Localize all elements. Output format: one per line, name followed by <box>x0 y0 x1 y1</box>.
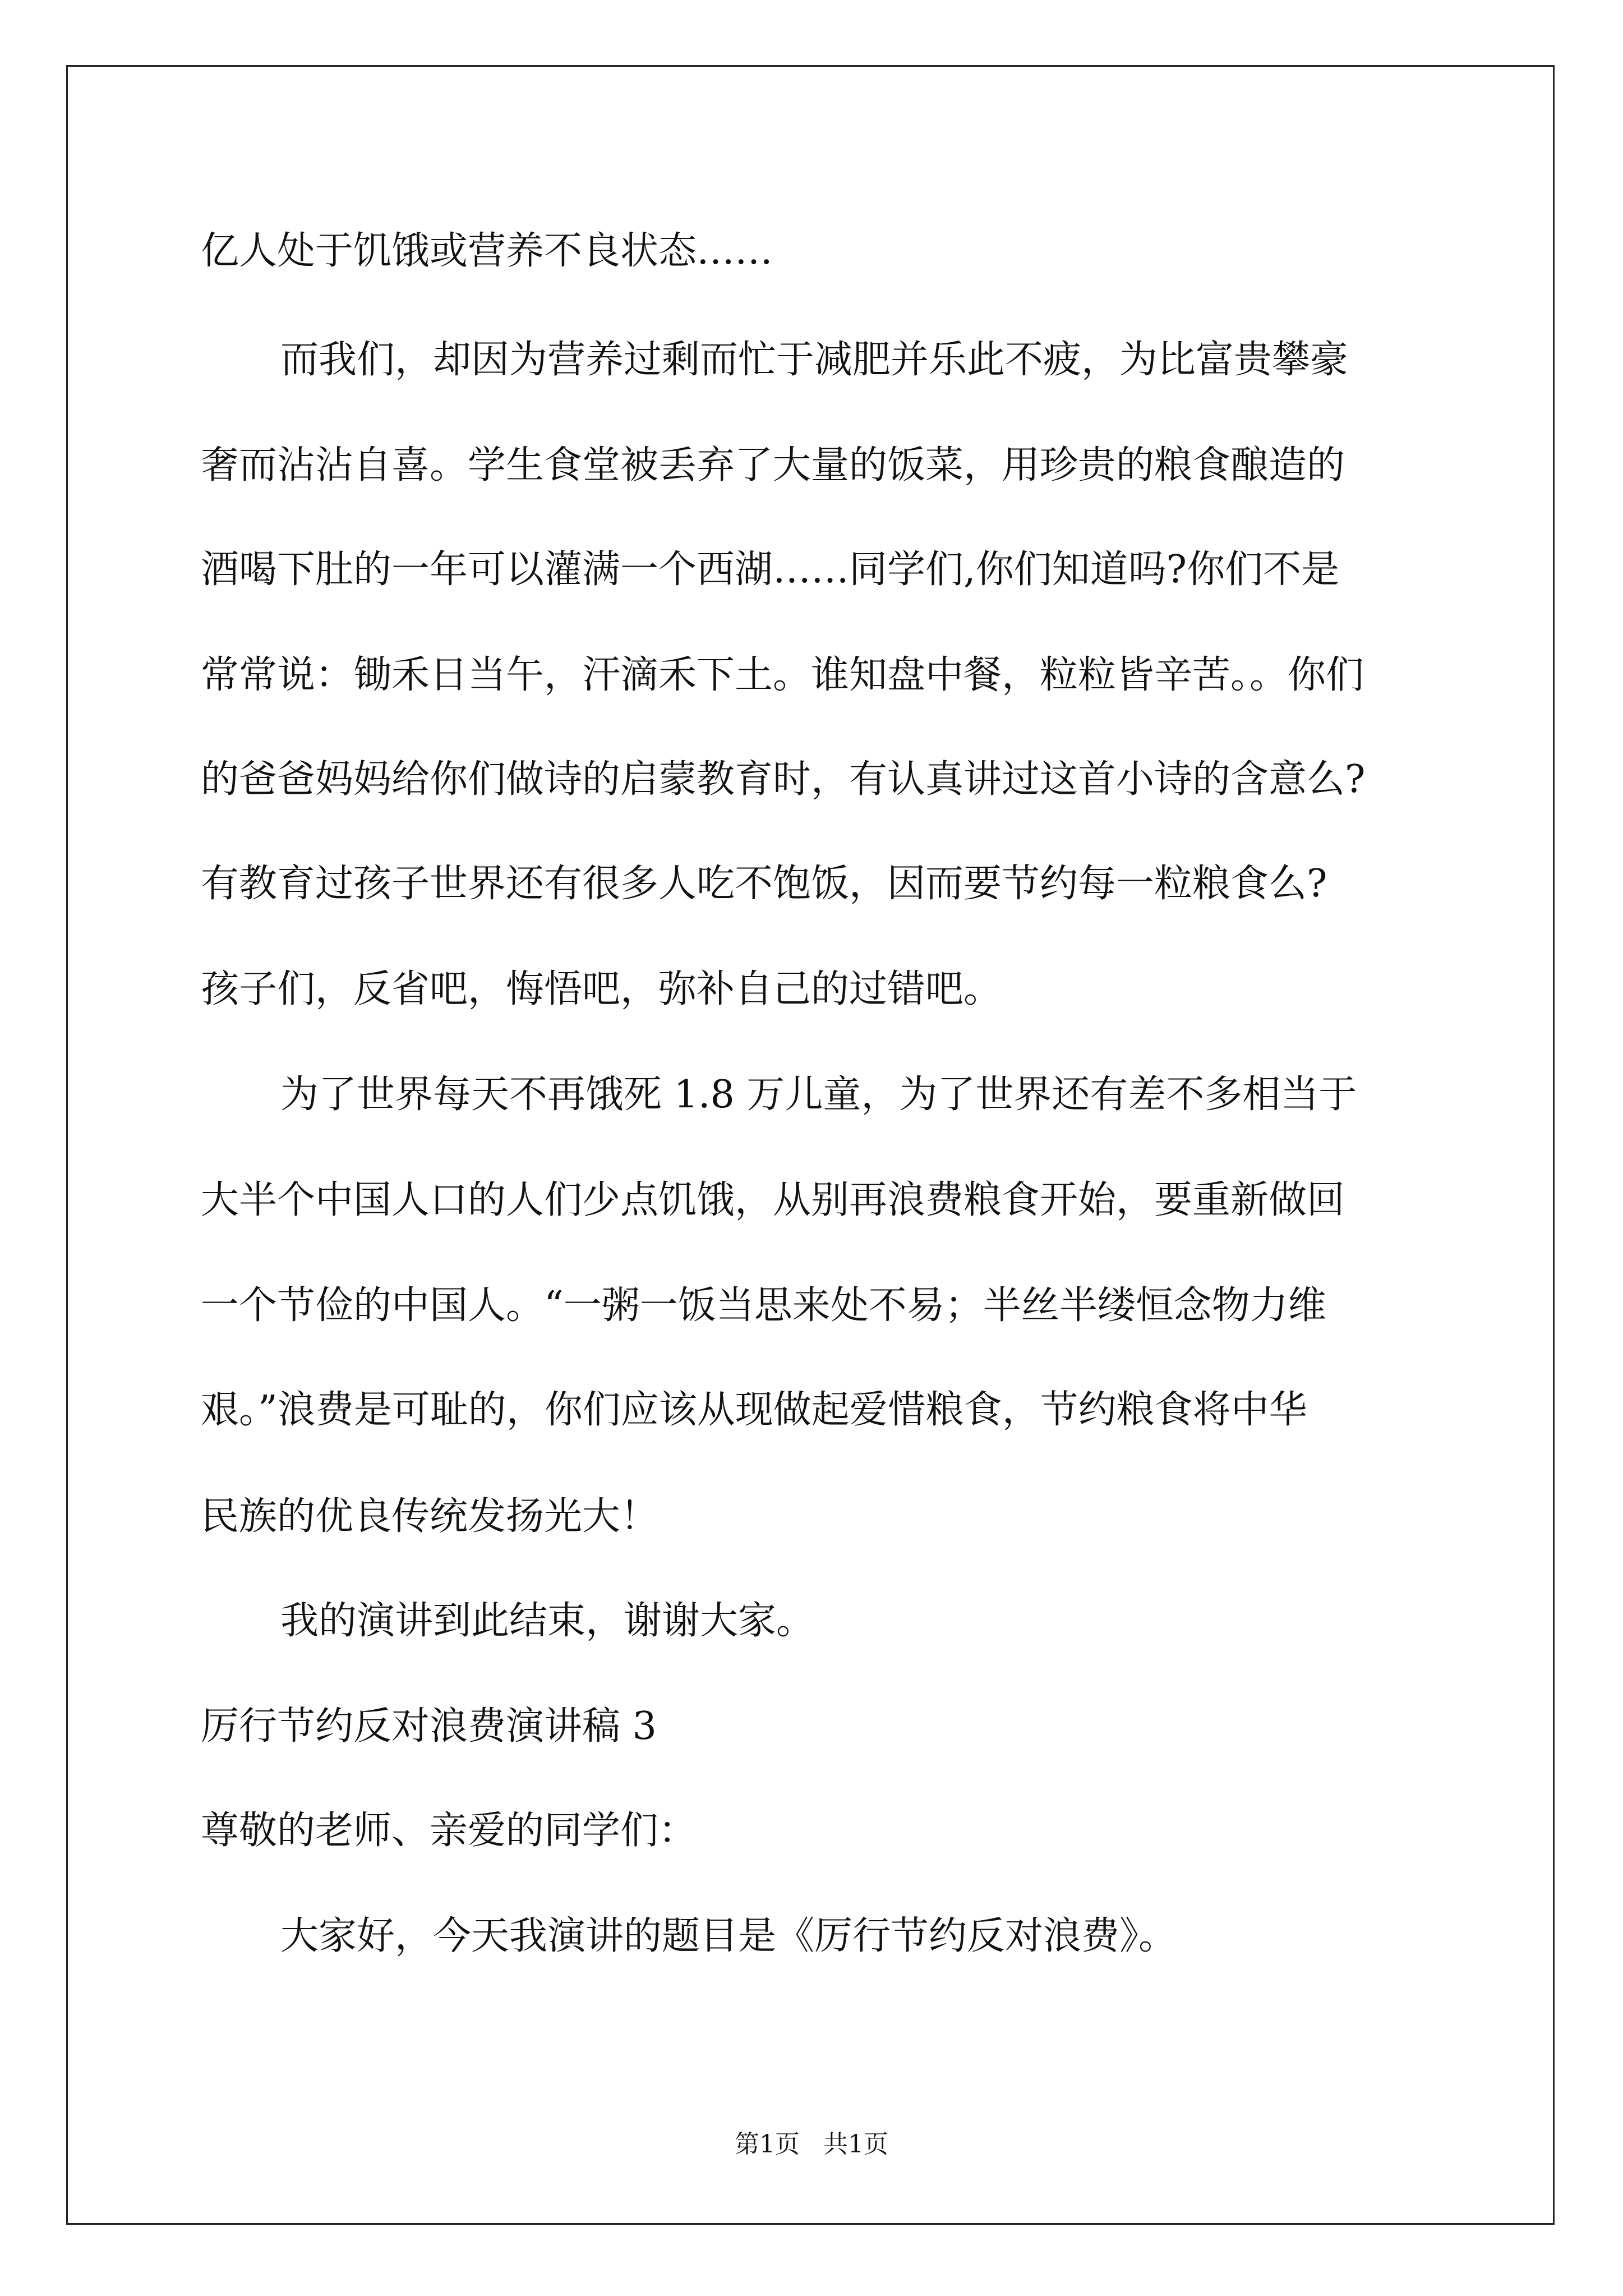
text-line-2: 而我们，却因为营养过剩而忙于减肥并乐此不疲，为比富贵攀豪 <box>280 338 1349 382</box>
text-line-9: 为了世界每天不再饿死 1.8 万儿童，为了世界还有差不多相当于 <box>280 1073 1357 1117</box>
salutation: 尊敬的老师、亲爱的同学们： <box>201 1809 697 1853</box>
text-line-8: 孩子们，反省吧，悔悟吧，弥补自己的过错吧。 <box>201 967 1002 1011</box>
text-line-11: 一个节俭的中国人。“一粥一饭当思来处不易；半丝半缕恒念物力维 <box>201 1283 1326 1328</box>
text-line-10: 大半个中国人口的人们少点饥饿，从别再浪费粮食开始，要重新做回 <box>201 1178 1345 1222</box>
text-line-3: 奢而沾沾自喜。学生食堂被丢弃了大量的饭菜，用珍贵的粮食酿造的 <box>201 443 1345 487</box>
text-line-17: 大家好，今天我演讲的题目是《厉行节约反对浪费》。 <box>280 1914 1177 1958</box>
text-line-4: 酒喝下肚的一年可以灌满一个西湖……同学们,你们知道吗?你们不是 <box>201 547 1340 592</box>
text-line-13: 民族的优良传统发扬光大！ <box>201 1494 659 1539</box>
page-border <box>66 65 1555 2225</box>
text-line-14: 我的演讲到此结束，谢谢大家。 <box>280 1599 815 1643</box>
text-line-6: 的爸爸妈妈给你们做诗的启蒙教育时，有认真讲过这首小诗的含意么? <box>201 757 1366 802</box>
text-line-1: 亿人处于饥饿或营养不良状态…… <box>201 229 773 273</box>
section-heading: 厉行节约反对浪费演讲稿 3 <box>201 1704 657 1749</box>
text-line-5: 常常说：锄禾日当午，汗滴禾下土。谁知盘中餐，粒粒皆辛苦。。你们 <box>201 653 1364 697</box>
text-line-12: 艰。”浪费是可耻的，你们应该从现做起爱惜粮食，节约粮食将中华 <box>201 1388 1307 1432</box>
text-line-7: 有教育过孩子世界还有很多人吃不饱饭，因而要节约每一粒粮食么? <box>201 862 1327 906</box>
page-footer: 第1页 共1页 <box>735 2130 888 2159</box>
